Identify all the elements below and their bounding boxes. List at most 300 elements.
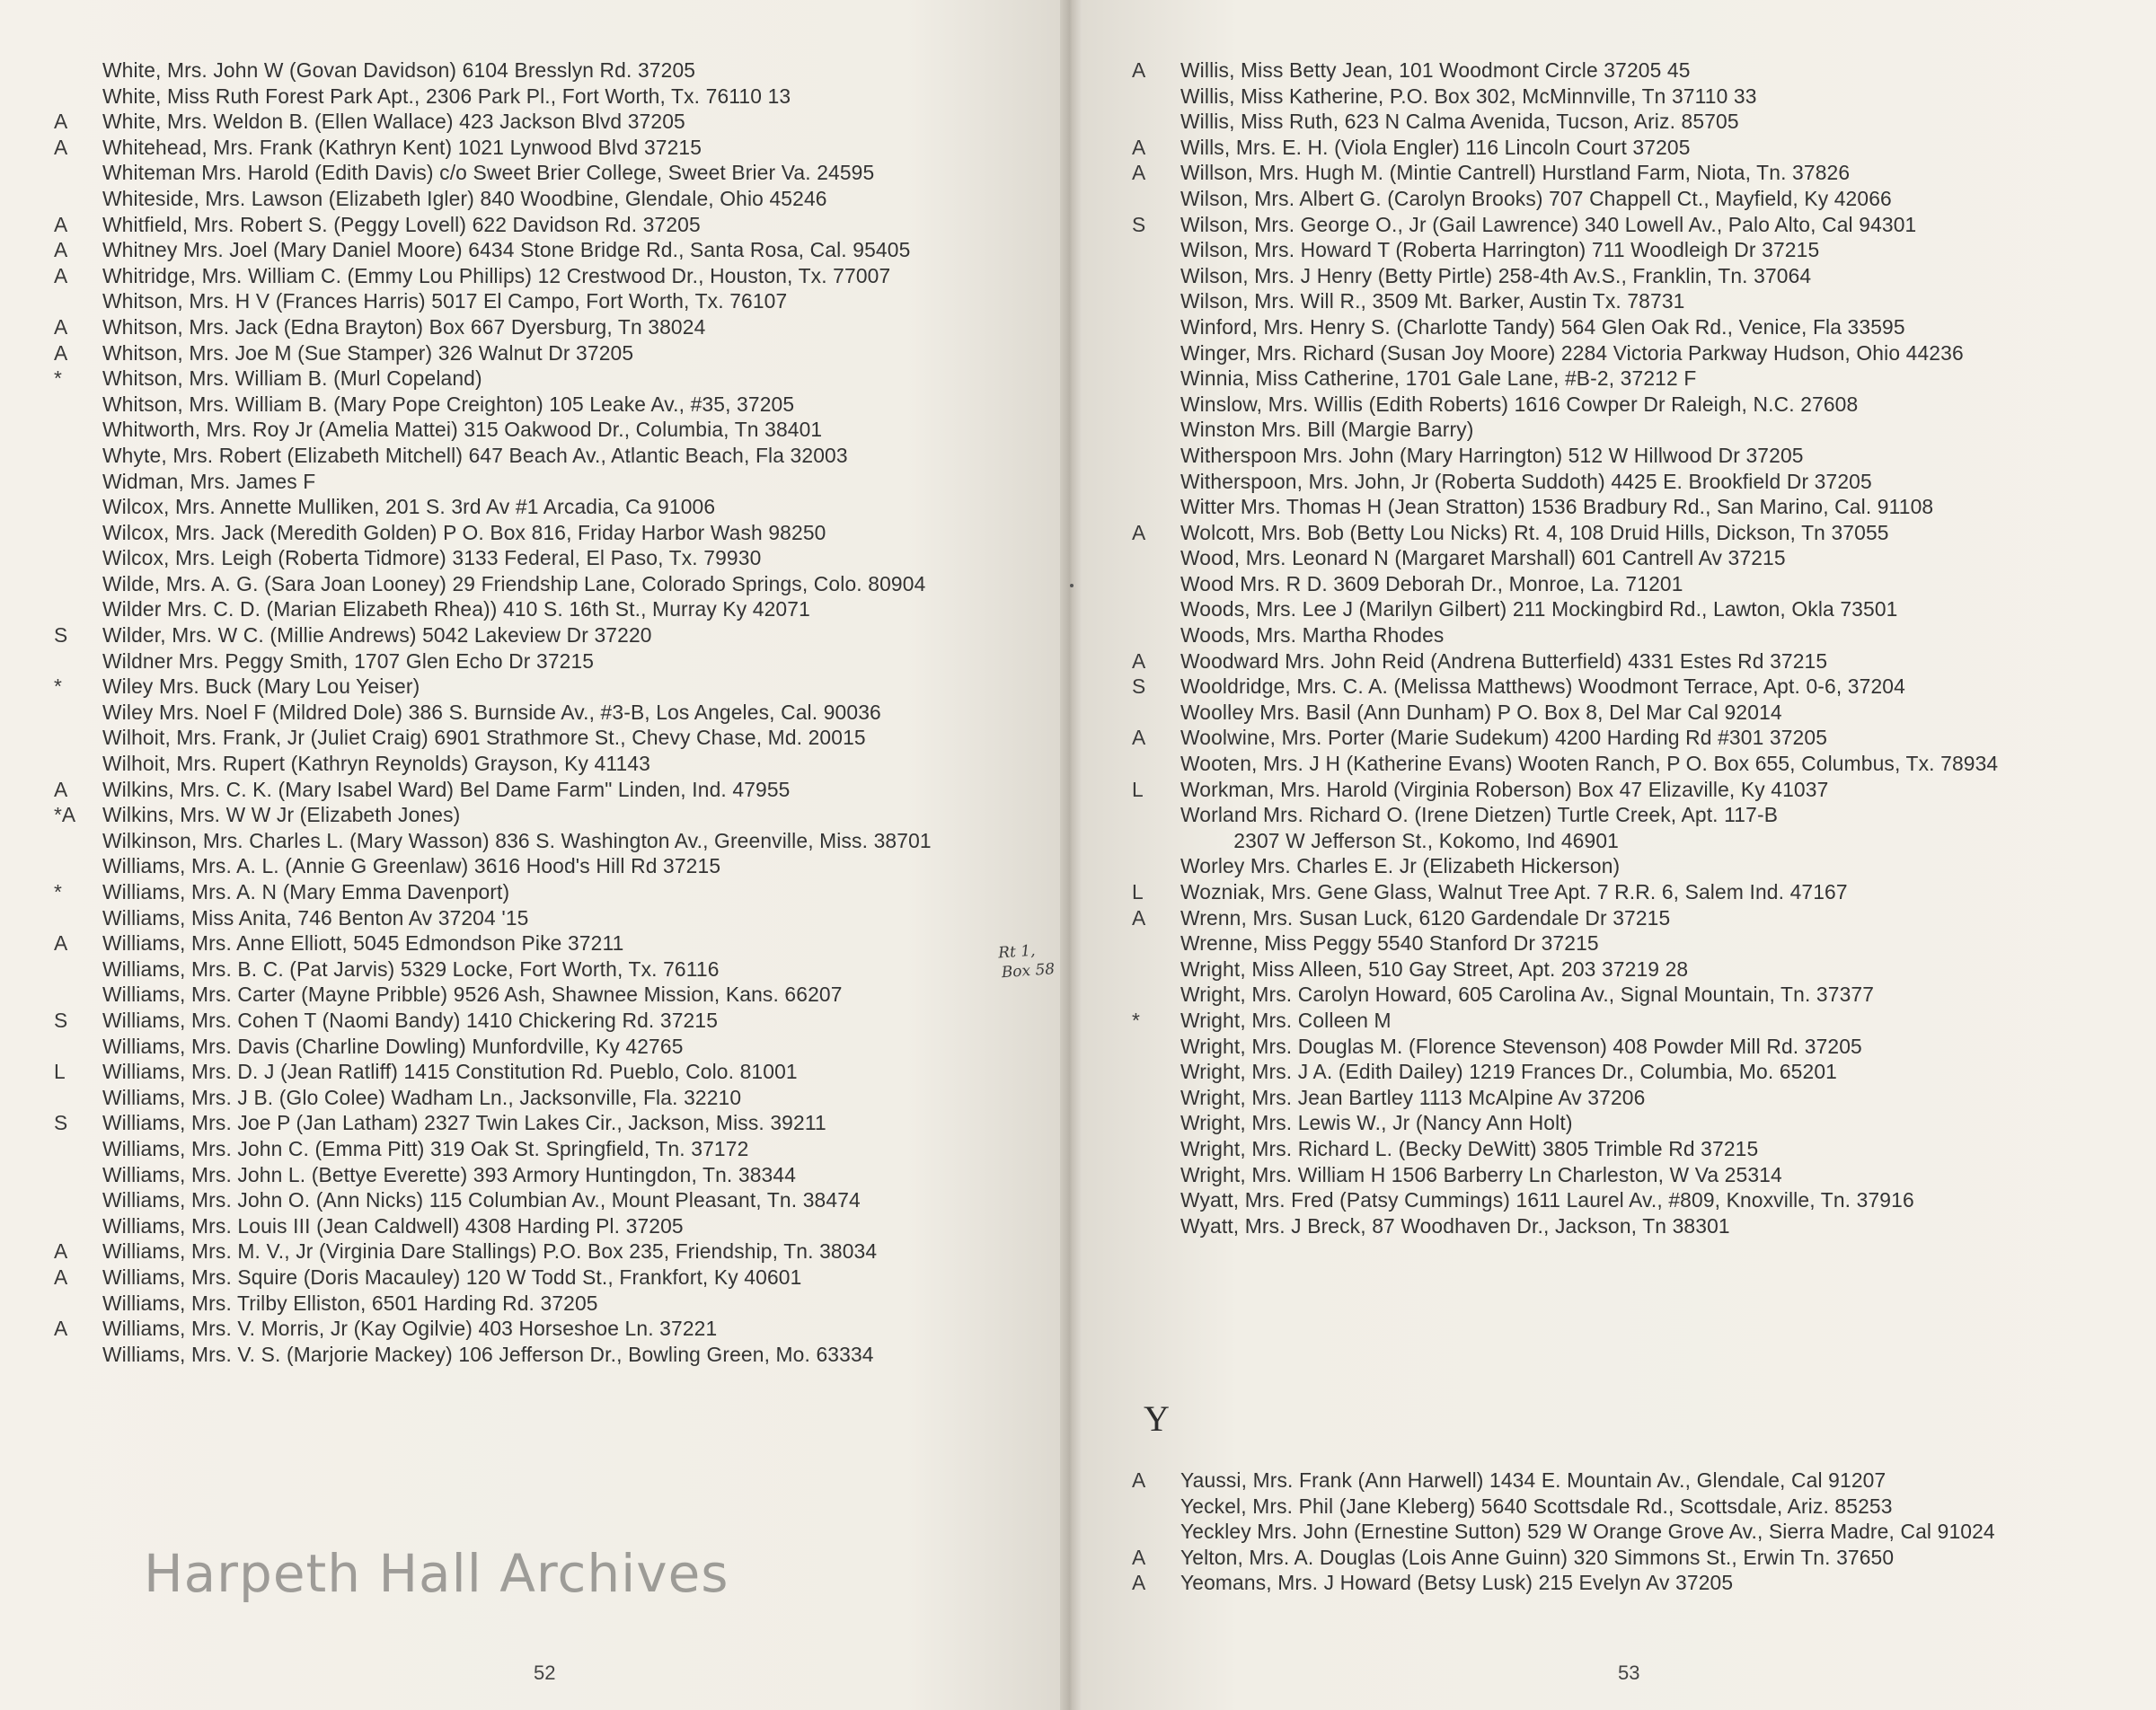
entry-text: Wyatt, Mrs. J Breck, 87 Woodhaven Dr., Jackson, Tn 38301 bbox=[1180, 1213, 1730, 1238]
entry-marker bbox=[1130, 700, 1180, 726]
entry-marker: A bbox=[54, 314, 68, 339]
entry-text: Wildner Mrs. Peggy Smith, 1707 Glen Echo Dr 37215 bbox=[102, 648, 595, 673]
entry-text: Wilde, Mrs. A. G. (Sara Joan Looney) 29 Friendship Lane, Colorado Springs, Colo. 80904 bbox=[102, 571, 926, 595]
entry-text: Woods, Mrs. Lee J (Marilyn Gilbert) 211 Mockingbird Rd., Lawton, Okla 73501 bbox=[1180, 597, 1898, 621]
directory-entry bbox=[52, 288, 1049, 314]
directory-entry bbox=[1130, 1545, 2145, 1571]
entry-marker: A bbox=[54, 1317, 68, 1341]
entry-marker bbox=[52, 596, 102, 622]
entry-marker bbox=[52, 288, 102, 314]
entry-text: Wright, Mrs. Carolyn Howard, 605 Carolina Av., Signal Mountain, Tn. 37377 bbox=[1180, 983, 1875, 1007]
entry-text: Wooldridge, Mrs. C. A. (Melissa Matthews) Woodmont Terrace, Apt. 0-6, 37204 bbox=[1180, 674, 1905, 699]
entry-text: Woods, Mrs. Martha Rhodes bbox=[1180, 623, 1445, 648]
directory-entry bbox=[1130, 84, 2145, 110]
entry-text: Yaussi, Mrs. Frank (Ann Harwell) 1434 E. Mountain Av., Glendale, Cal 91207 bbox=[1180, 1468, 1886, 1492]
directory-entry bbox=[52, 700, 1049, 726]
directory-entry bbox=[52, 571, 1049, 597]
entry-marker bbox=[52, 1085, 102, 1111]
entry-marker: A bbox=[1132, 1545, 1146, 1569]
entry-text: Wiley Mrs. Buck (Mary Lou Yeiser) bbox=[102, 674, 420, 699]
directory-entry bbox=[52, 1187, 1049, 1213]
entry-marker: S bbox=[1132, 674, 1146, 699]
entry-text: Williams, Mrs. Joe P (Jan Latham) 2327 Twin Lakes Cir., Jackson, Miss. 39211 bbox=[102, 1111, 826, 1135]
entry-text: Williams, Mrs. John O. (Ann Nicks) 115 Columbian Av., Mount Pleasant, Tn. 38474 bbox=[102, 1188, 861, 1212]
entry-marker bbox=[1130, 1519, 1180, 1545]
entry-text: Whitworth, Mrs. Roy Jr (Amelia Mattei) 315 Oakwood Dr., Columbia, Tn 38401 bbox=[102, 418, 823, 442]
entry-marker bbox=[1130, 1085, 1180, 1111]
entry-marker bbox=[1130, 494, 1180, 520]
directory-entry bbox=[52, 930, 1049, 956]
entry-text: Yeckel, Mrs. Phil (Jane Kleberg) 5640 Scottsdale Rd., Scottsdale, Ariz. 85253 bbox=[1180, 1494, 1893, 1518]
directory-entry bbox=[1130, 186, 2145, 212]
entry-marker bbox=[52, 392, 102, 418]
entry-text: Wright, Mrs. Jean Bartley 1113 McAlpine Av 37206 bbox=[1180, 1085, 1646, 1109]
entry-marker bbox=[1130, 571, 1180, 597]
entry-text: Wood Mrs. R D. 3609 Deborah Dr., Monroe, La. 71201 bbox=[1180, 571, 1683, 595]
directory-entry bbox=[1130, 1034, 2145, 1060]
entry-marker bbox=[52, 469, 102, 495]
directory-entry bbox=[1130, 802, 2145, 828]
entry-text: Williams, Mrs. V. Morris, Jr (Kay Ogilvie) 403 Horseshoe Ln. 37221 bbox=[102, 1317, 718, 1341]
entry-marker: S bbox=[54, 1008, 68, 1032]
entry-marker bbox=[1130, 392, 1180, 418]
entry-text: Wright, Miss Alleen, 510 Gay Street, Apt. 203 37219 28 bbox=[1180, 956, 1689, 981]
entry-text: Williams, Mrs. Carter (Mayne Pribble) 9526 Ash, Shawnee Mission, Kans. 66207 bbox=[102, 983, 843, 1007]
entry-text: Whiteman Mrs. Harold (Edith Davis) c/o Sweet Brier College, Sweet Brier Va. 24595 bbox=[102, 161, 875, 185]
entry-marker bbox=[52, 417, 102, 443]
entry-marker: * bbox=[54, 674, 62, 699]
entry-marker bbox=[1130, 596, 1180, 622]
directory-entry bbox=[52, 1342, 1049, 1368]
directory-entry bbox=[52, 469, 1049, 495]
entry-marker bbox=[52, 982, 102, 1008]
entry-marker: A bbox=[54, 777, 68, 801]
entry-text: Winslow, Mrs. Willis (Edith Roberts) 1616 Cowper Dr Raleigh, N.C. 27608 bbox=[1180, 392, 1859, 416]
directory-entry bbox=[52, 1110, 1049, 1136]
entry-text: Williams, Mrs. D. J (Jean Ratliff) 1415 Constitution Rd. Pueblo, Colo. 81001 bbox=[102, 1060, 798, 1084]
entry-marker bbox=[52, 828, 102, 854]
directory-entry bbox=[52, 879, 1049, 905]
entry-marker bbox=[52, 1291, 102, 1317]
entry-marker bbox=[1130, 1059, 1180, 1085]
entry-text: Wilson, Mrs. Howard T (Roberta Harrington) 711 Woodleigh Dr 37215 bbox=[1180, 238, 1820, 262]
page-number-left: 52 bbox=[534, 1662, 556, 1684]
entry-marker: * bbox=[1132, 1008, 1140, 1032]
directory-entry bbox=[52, 186, 1049, 212]
entry-marker bbox=[52, 905, 102, 931]
directory-entry bbox=[52, 828, 1049, 854]
entry-text: Williams, Mrs. John L. (Bettye Everette) 393 Armory Huntingdon, Tn. 38344 bbox=[102, 1162, 797, 1186]
directory-entry bbox=[52, 57, 1049, 84]
entry-marker bbox=[52, 1034, 102, 1060]
directory-entry bbox=[52, 212, 1049, 238]
entry-text: Woolwine, Mrs. Porter (Marie Sudekum) 4200 Harding Rd #301 37205 bbox=[1180, 726, 1828, 750]
directory-entry bbox=[1130, 1213, 2145, 1239]
entry-marker: *A bbox=[54, 803, 76, 827]
directory-entry bbox=[1130, 1085, 2145, 1111]
entry-text: Wilkinson, Mrs. Charles L. (Mary Wasson) 836 S. Washington Av., Greenville, Miss. 38701 bbox=[102, 828, 932, 852]
entry-text: Worland Mrs. Richard O. (Irene Dietzen) Turtle Creek, Apt. 117-B bbox=[1180, 803, 1779, 827]
entry-text: Wyatt, Mrs. Fred (Patsy Cummings) 1611 Laurel Av., #809, Knoxville, Tn. 37916 bbox=[1180, 1188, 1914, 1212]
directory-entry bbox=[52, 109, 1049, 135]
directory-entry bbox=[1130, 1570, 2145, 1596]
entry-marker bbox=[52, 648, 102, 674]
directory-entry bbox=[52, 853, 1049, 879]
entry-text: Winston Mrs. Bill (Margie Barry) bbox=[1180, 418, 1474, 442]
directory-entry bbox=[1130, 1468, 2145, 1494]
entry-marker: A bbox=[1132, 1571, 1146, 1595]
entry-marker bbox=[52, 84, 102, 110]
directory-entry bbox=[1130, 340, 2145, 366]
directory-entry bbox=[52, 751, 1049, 777]
entry-marker bbox=[1130, 314, 1180, 340]
directory-entry bbox=[1130, 956, 2145, 983]
directory-entry bbox=[52, 392, 1049, 418]
directory-entry bbox=[1130, 314, 2145, 340]
entry-marker bbox=[52, 1136, 102, 1162]
entry-marker bbox=[52, 571, 102, 597]
directory-entry bbox=[1130, 853, 2145, 879]
directory-entry bbox=[1130, 930, 2145, 956]
entry-marker bbox=[1130, 622, 1180, 648]
entry-marker: A bbox=[54, 340, 68, 365]
directory-entry bbox=[52, 725, 1049, 751]
entry-text: Whitfield, Mrs. Robert S. (Peggy Lovell) 622 Davidson Rd. 37205 bbox=[102, 212, 701, 236]
directory-entry bbox=[1130, 879, 2145, 905]
directory-entry bbox=[1130, 1494, 2145, 1520]
entry-text: Widman, Mrs. James F bbox=[102, 469, 316, 493]
entry-text: White, Mrs. John W (Govan Davidson) 6104 Bresslyn Rd. 37205 bbox=[102, 58, 696, 82]
entry-marker bbox=[1130, 237, 1180, 263]
entry-text: Wilson, Mrs. J Henry (Betty Pirtle) 258-4th Av.S., Franklin, Tn. 37064 bbox=[1180, 263, 1812, 287]
directory-entry bbox=[1130, 905, 2145, 931]
entry-marker: A bbox=[54, 1265, 68, 1289]
directory-entry bbox=[52, 648, 1049, 674]
left-entries-list bbox=[52, 57, 1049, 1367]
entry-text: Wood, Mrs. Leonard N (Margaret Marshall) 601 Cantrell Av 37215 bbox=[1180, 546, 1786, 570]
entry-text: Wilhoit, Mrs. Frank, Jr (Juliet Craig) 6901 Strathmore St., Chevy Chase, Md. 20015 bbox=[102, 726, 866, 750]
directory-entry bbox=[52, 1085, 1049, 1111]
directory-entry bbox=[52, 956, 1049, 983]
entry-marker bbox=[1130, 1213, 1180, 1239]
entry-text: Williams, Mrs. Trilby Elliston, 6501 Harding Rd. 37205 bbox=[102, 1291, 598, 1315]
entry-text: Witter Mrs. Thomas H (Jean Stratton) 1536 Bradbury Rd., San Marino, Cal. 91108 bbox=[1180, 495, 1934, 519]
entry-text: Whitehead, Mrs. Frank (Kathryn Kent) 1021 Lynwood Blvd 37215 bbox=[102, 135, 702, 159]
directory-entry bbox=[1130, 160, 2145, 186]
directory-entry bbox=[1130, 700, 2145, 726]
directory-entry bbox=[52, 1008, 1049, 1034]
entry-text: Willis, Miss Ruth, 623 N Calma Avenida, Tucson, Ariz. 85705 bbox=[1180, 110, 1739, 134]
entry-text: Wolcott, Mrs. Bob (Betty Lou Nicks) Rt. 4, 108 Druid Hills, Dickson, Tn 37055 bbox=[1180, 520, 1889, 544]
directory-entry bbox=[1130, 57, 2145, 84]
handwritten-note-line: Box 58 bbox=[1001, 960, 1056, 983]
entry-marker: L bbox=[1132, 777, 1144, 801]
entry-text: Yelton, Mrs. A. Douglas (Lois Anne Guinn) 320 Simmons St., Erwin Tn. 37650 bbox=[1180, 1545, 1895, 1569]
entry-marker bbox=[1130, 1136, 1180, 1162]
entry-text: Witherspoon, Mrs. John, Jr (Roberta Suddoth) 4425 E. Brookfield Dr 37205 bbox=[1180, 469, 1872, 493]
entry-marker: * bbox=[54, 366, 62, 391]
entry-marker bbox=[52, 1213, 102, 1239]
entry-text: Wright, Mrs. William H 1506 Barberry Ln Charleston, W Va 25314 bbox=[1180, 1162, 1782, 1186]
entry-marker: L bbox=[54, 1060, 66, 1084]
directory-entry bbox=[1130, 392, 2145, 418]
entry-marker: A bbox=[54, 931, 68, 956]
entry-text: Williams, Mrs. M. V., Jr (Virginia Dare Stallings) P.O. Box 235, Friendship, Tn. 38034 bbox=[102, 1239, 878, 1264]
directory-entry bbox=[1130, 777, 2145, 803]
directory-entry bbox=[1130, 622, 2145, 648]
entry-marker bbox=[52, 160, 102, 186]
directory-entry bbox=[52, 545, 1049, 571]
directory-entry bbox=[52, 1059, 1049, 1085]
entry-text: Wilcox, Mrs. Jack (Meredith Golden) P O. Box 816, Friday Harbor Wash 98250 bbox=[102, 520, 826, 544]
entry-marker bbox=[1130, 853, 1180, 879]
entry-marker bbox=[1130, 109, 1180, 135]
handwritten-note-line: Rt 1, bbox=[997, 941, 1037, 963]
entry-text: Williams, Miss Anita, 746 Benton Av 37204 '15 bbox=[102, 905, 529, 930]
entry-text: Witherspoon Mrs. John (Mary Harrington) 512 W Hillwood Dr 37205 bbox=[1180, 443, 1804, 467]
directory-entry bbox=[52, 982, 1049, 1008]
directory-entry bbox=[52, 443, 1049, 469]
entry-text: Wilhoit, Mrs. Rupert (Kathryn Reynolds) Grayson, Ky 41143 bbox=[102, 752, 650, 776]
entry-text: Wright, Mrs. Lewis W., Jr (Nancy Ann Holt) bbox=[1180, 1111, 1573, 1135]
entry-marker: A bbox=[1132, 520, 1146, 544]
section-letter-y: Y bbox=[1144, 1398, 1170, 1439]
directory-entry bbox=[1130, 135, 2145, 161]
directory-entry bbox=[52, 596, 1049, 622]
entry-marker bbox=[1130, 1110, 1180, 1136]
entry-text: Williams, Mrs. A. L. (Annie G Greenlaw) 3616 Hood's Hill Rd 37215 bbox=[102, 854, 721, 878]
entry-marker: A bbox=[1132, 1468, 1146, 1492]
directory-entry bbox=[52, 622, 1049, 648]
entry-marker bbox=[52, 57, 102, 84]
entry-text: Wilder Mrs. C. D. (Marian Elizabeth Rhea)) 410 S. 16th St., Murray Ky 42071 bbox=[102, 597, 810, 621]
directory-entry bbox=[52, 494, 1049, 520]
entry-marker bbox=[1130, 1034, 1180, 1060]
entry-text: White, Miss Ruth Forest Park Apt., 2306 Park Pl., Fort Worth, Tx. 76110 13 bbox=[102, 84, 791, 108]
directory-entry bbox=[52, 777, 1049, 803]
entry-text: Wiley Mrs. Noel F (Mildred Dole) 386 S. Burnside Av., #3-B, Los Angeles, Cal. 90036 bbox=[102, 700, 881, 724]
directory-entry bbox=[1130, 1519, 2145, 1545]
entry-text: Whitson, Mrs. Jack (Edna Brayton) Box 667 Dyersburg, Tn 38024 bbox=[102, 314, 706, 339]
directory-entry bbox=[1130, 263, 2145, 289]
entry-text: Wrenn, Mrs. Susan Luck, 6120 Gardendale Dr 37215 bbox=[1180, 905, 1671, 930]
directory-entry bbox=[52, 340, 1049, 366]
entry-marker bbox=[52, 956, 102, 983]
entry-marker bbox=[52, 545, 102, 571]
entry-marker bbox=[52, 700, 102, 726]
directory-entry bbox=[1130, 109, 2145, 135]
entry-text: Williams, Mrs. B. C. (Pat Jarvis) 5329 Locke, Fort Worth, Tx. 76116 bbox=[102, 956, 720, 981]
entry-marker bbox=[1130, 1494, 1180, 1520]
entry-text: Wrenne, Miss Peggy 5540 Stanford Dr 37215 bbox=[1180, 931, 1599, 956]
entry-text: Whitson, Mrs. Joe M (Sue Stamper) 326 Walnut Dr 37205 bbox=[102, 340, 634, 365]
directory-entry bbox=[1130, 469, 2145, 495]
entry-text: Williams, Mrs. Squire (Doris Macauley) 120 W Todd St., Frankfort, Ky 40601 bbox=[102, 1265, 802, 1289]
directory-entry bbox=[1130, 443, 2145, 469]
directory-entry bbox=[1130, 288, 2145, 314]
directory-entry bbox=[1130, 366, 2145, 392]
entry-text: Williams, Mrs. A. N (Mary Emma Davenport) bbox=[102, 880, 510, 903]
entry-text: Williams, Mrs. V. S. (Marjorie Mackey) 106 Jefferson Dr., Bowling Green, Mo. 63334 bbox=[102, 1342, 874, 1366]
entry-text: Willis, Miss Katherine, P.O. Box 302, McMinnville, Tn 37110 33 bbox=[1180, 84, 1757, 108]
entry-marker bbox=[1130, 545, 1180, 571]
entry-text: Wilkins, Mrs. W W Jr (Elizabeth Jones) bbox=[102, 803, 461, 827]
entry-text: Whitney Mrs. Joel (Mary Daniel Moore) 6434 Stone Bridge Rd., Santa Rosa, Cal. 95405 bbox=[102, 238, 911, 262]
entry-text: Wilson, Mrs. Albert G. (Carolyn Brooks) 707 Chappell Ct., Mayfield, Ky 42066 bbox=[1180, 186, 1892, 210]
directory-entry bbox=[1130, 494, 2145, 520]
entry-text: Williams, Mrs. Anne Elliott, 5045 Edmondson Pike 37211 bbox=[102, 931, 624, 956]
entry-marker: S bbox=[54, 1111, 68, 1135]
entry-marker: A bbox=[54, 1239, 68, 1264]
directory-entry bbox=[52, 160, 1049, 186]
entry-text: Whitson, Mrs. H V (Frances Harris) 5017 El Campo, Fort Worth, Tx. 76107 bbox=[102, 289, 788, 313]
entry-marker: A bbox=[1132, 905, 1146, 930]
entry-text: Whyte, Mrs. Robert (Elizabeth Mitchell) 647 Beach Av., Atlantic Beach, Fla 32003 bbox=[102, 443, 848, 467]
entry-text: Williams, Mrs. Cohen T (Naomi Bandy) 1410 Chickering Rd. 37215 bbox=[102, 1008, 719, 1032]
entry-text: Wilder, Mrs. W C. (Millie Andrews) 5042 Lakeview Dr 37220 bbox=[102, 623, 652, 648]
entry-text: Wright, Mrs. Colleen M bbox=[1180, 1008, 1392, 1032]
entry-marker bbox=[1130, 930, 1180, 956]
directory-entry bbox=[1130, 1187, 2145, 1213]
entry-marker bbox=[1130, 417, 1180, 443]
entry-text: Wilson, Mrs. Will R., 3509 Mt. Barker, Austin Tx. 78731 bbox=[1180, 289, 1685, 313]
entry-marker bbox=[52, 853, 102, 879]
entry-marker bbox=[1130, 982, 1180, 1008]
entry-marker bbox=[1130, 956, 1180, 983]
page-fold bbox=[1060, 0, 1082, 1710]
entry-marker: A bbox=[1132, 58, 1146, 82]
directory-entry bbox=[52, 1316, 1049, 1342]
entry-text: Wills, Mrs. E. H. (Viola Engler) 116 Lincoln Court 37205 bbox=[1180, 135, 1691, 159]
directory-entry bbox=[1130, 751, 2145, 777]
entry-marker bbox=[1130, 469, 1180, 495]
entry-text: Wilkins, Mrs. C. K. (Mary Isabel Ward) Bel Dame Farm" Linden, Ind. 47955 bbox=[102, 777, 791, 801]
directory-entry bbox=[1130, 648, 2145, 674]
entry-text: Wright, Mrs. Douglas M. (Florence Stevenson) 408 Powder Mill Rd. 37205 bbox=[1180, 1034, 1862, 1058]
entry-text: Winnia, Miss Catherine, 1701 Gale Lane, #B-2, 37212 F bbox=[1180, 366, 1697, 391]
directory-entry bbox=[52, 314, 1049, 340]
directory-entry bbox=[52, 1136, 1049, 1162]
entry-text: Woolley Mrs. Basil (Ann Dunham) P O. Box 8, Del Mar Cal 92014 bbox=[1180, 700, 1782, 724]
entry-marker: A bbox=[1132, 161, 1146, 185]
directory-entry bbox=[52, 84, 1049, 110]
right-entries-list bbox=[1130, 57, 2145, 1238]
entry-marker bbox=[52, 443, 102, 469]
entry-text: 2307 W Jefferson St., Kokomo, Ind 46901 bbox=[1233, 828, 1619, 852]
entry-marker bbox=[52, 520, 102, 546]
handwritten-note bbox=[998, 939, 1064, 983]
directory-entry bbox=[52, 135, 1049, 161]
entry-marker: S bbox=[54, 623, 68, 648]
directory-entry bbox=[52, 1034, 1049, 1060]
entry-marker: A bbox=[1132, 648, 1146, 673]
entry-text: Williams, Mrs. J B. (Glo Colee) Wadham Ln., Jacksonville, Fla. 32210 bbox=[102, 1085, 742, 1109]
directory-entry bbox=[52, 802, 1049, 828]
entry-marker: A bbox=[54, 238, 68, 262]
directory-entry bbox=[52, 520, 1049, 546]
directory-entry bbox=[1130, 545, 2145, 571]
entry-marker bbox=[1130, 443, 1180, 469]
y-entries-list bbox=[1130, 1468, 2145, 1596]
entry-marker: A bbox=[1132, 135, 1146, 159]
entry-text: Whitson, Mrs. William B. (Mary Pope Creighton) 105 Leake Av., #35, 37205 bbox=[102, 392, 795, 416]
entry-text: Yeckley Mrs. John (Ernestine Sutton) 529 W Orange Grove Av., Sierra Madre, Cal 91024 bbox=[1180, 1520, 1995, 1544]
entry-text: Williams, Mrs. Davis (Charline Dowling) Munfordville, Ky 42765 bbox=[102, 1034, 684, 1058]
directory-entry bbox=[1130, 1162, 2145, 1188]
directory-entry bbox=[1130, 237, 2145, 263]
entry-marker bbox=[1130, 828, 1180, 854]
entry-text: Willis, Miss Betty Jean, 101 Woodmont Circle 37205 45 bbox=[1180, 58, 1691, 82]
entry-marker: L bbox=[1132, 880, 1144, 903]
entry-text: Wilson, Mrs. George O., Jr (Gail Lawrence) 340 Lowell Av., Palo Alto, Cal 94301 bbox=[1180, 212, 1917, 236]
entry-text: Workman, Mrs. Harold (Virginia Roberson) Box 47 Elizaville, Ky 41037 bbox=[1180, 777, 1829, 801]
entry-marker bbox=[1130, 366, 1180, 392]
entry-text: Whitridge, Mrs. William C. (Emmy Lou Phillips) 12 Crestwood Dr., Houston, Tx. 77007 bbox=[102, 263, 891, 287]
directory-entry bbox=[1130, 417, 2145, 443]
directory-entry bbox=[1130, 571, 2145, 597]
entry-marker: A bbox=[54, 135, 68, 159]
directory-entry bbox=[52, 1213, 1049, 1239]
entry-text: Williams, Mrs. Louis III (Jean Caldwell) 4308 Harding Pl. 37205 bbox=[102, 1213, 684, 1238]
directory-entry bbox=[52, 1265, 1049, 1291]
archive-watermark: Harpeth Hall Archives bbox=[144, 1543, 729, 1604]
entry-text: Wooten, Mrs. J H (Katherine Evans) Wooten Ranch, P O. Box 655, Columbus, Tx. 78934 bbox=[1180, 752, 1999, 776]
directory-entry bbox=[1130, 1136, 2145, 1162]
directory-entry bbox=[1130, 725, 2145, 751]
directory-entry bbox=[52, 417, 1049, 443]
directory-entry bbox=[52, 905, 1049, 931]
directory-entry bbox=[1130, 1008, 2145, 1034]
directory-entry bbox=[1130, 828, 2145, 854]
entry-marker: A bbox=[1132, 726, 1146, 750]
entry-text: Wilcox, Mrs. Leigh (Roberta Tidmore) 3133 Federal, El Paso, Tx. 79930 bbox=[102, 546, 762, 570]
directory-entry bbox=[1130, 212, 2145, 238]
entry-marker bbox=[1130, 751, 1180, 777]
directory-entry bbox=[1130, 1059, 2145, 1085]
directory-entry bbox=[52, 237, 1049, 263]
directory-entry bbox=[52, 674, 1049, 700]
directory-entry bbox=[1130, 520, 2145, 546]
entry-text: Willson, Mrs. Hugh M. (Mintie Cantrell) Hurstland Farm, Niota, Tn. 37826 bbox=[1180, 161, 1851, 185]
paper-speck bbox=[1070, 584, 1074, 587]
entry-text: Wozniak, Mrs. Gene Glass, Walnut Tree Apt. 7 R.R. 6, Salem Ind. 47167 bbox=[1180, 880, 1848, 903]
directory-entry bbox=[1130, 982, 2145, 1008]
entry-marker: * bbox=[54, 880, 62, 903]
directory-entry bbox=[52, 1162, 1049, 1188]
directory-entry bbox=[1130, 674, 2145, 700]
entry-text: Winford, Mrs. Henry S. (Charlotte Tandy) 564 Glen Oak Rd., Venice, Fla 33595 bbox=[1180, 314, 1905, 339]
page-number-right: 53 bbox=[1618, 1662, 1640, 1684]
entry-marker bbox=[52, 725, 102, 751]
entry-marker: S bbox=[1132, 212, 1146, 236]
directory-entry bbox=[1130, 596, 2145, 622]
entry-marker bbox=[1130, 288, 1180, 314]
entry-text: Winger, Mrs. Richard (Susan Joy Moore) 2284 Victoria Parkway Hudson, Ohio 44236 bbox=[1180, 340, 1964, 365]
entry-marker bbox=[1130, 186, 1180, 212]
entry-marker bbox=[52, 494, 102, 520]
directory-entry bbox=[1130, 1110, 2145, 1136]
entry-text: White, Mrs. Weldon B. (Ellen Wallace) 423 Jackson Blvd 37205 bbox=[102, 110, 685, 134]
directory-entry bbox=[52, 263, 1049, 289]
entry-marker: A bbox=[54, 263, 68, 287]
entry-text: Wright, Mrs. J A. (Edith Dailey) 1219 Frances Dr., Columbia, Mo. 65201 bbox=[1180, 1060, 1837, 1084]
directory-entry bbox=[52, 1291, 1049, 1317]
entry-text: Wright, Mrs. Richard L. (Becky DeWitt) 3805 Trimble Rd 37215 bbox=[1180, 1136, 1759, 1160]
entry-marker bbox=[52, 186, 102, 212]
entry-text: Whitson, Mrs. William B. (Murl Copeland) bbox=[102, 366, 482, 391]
entry-marker bbox=[52, 751, 102, 777]
entry-marker bbox=[52, 1342, 102, 1368]
